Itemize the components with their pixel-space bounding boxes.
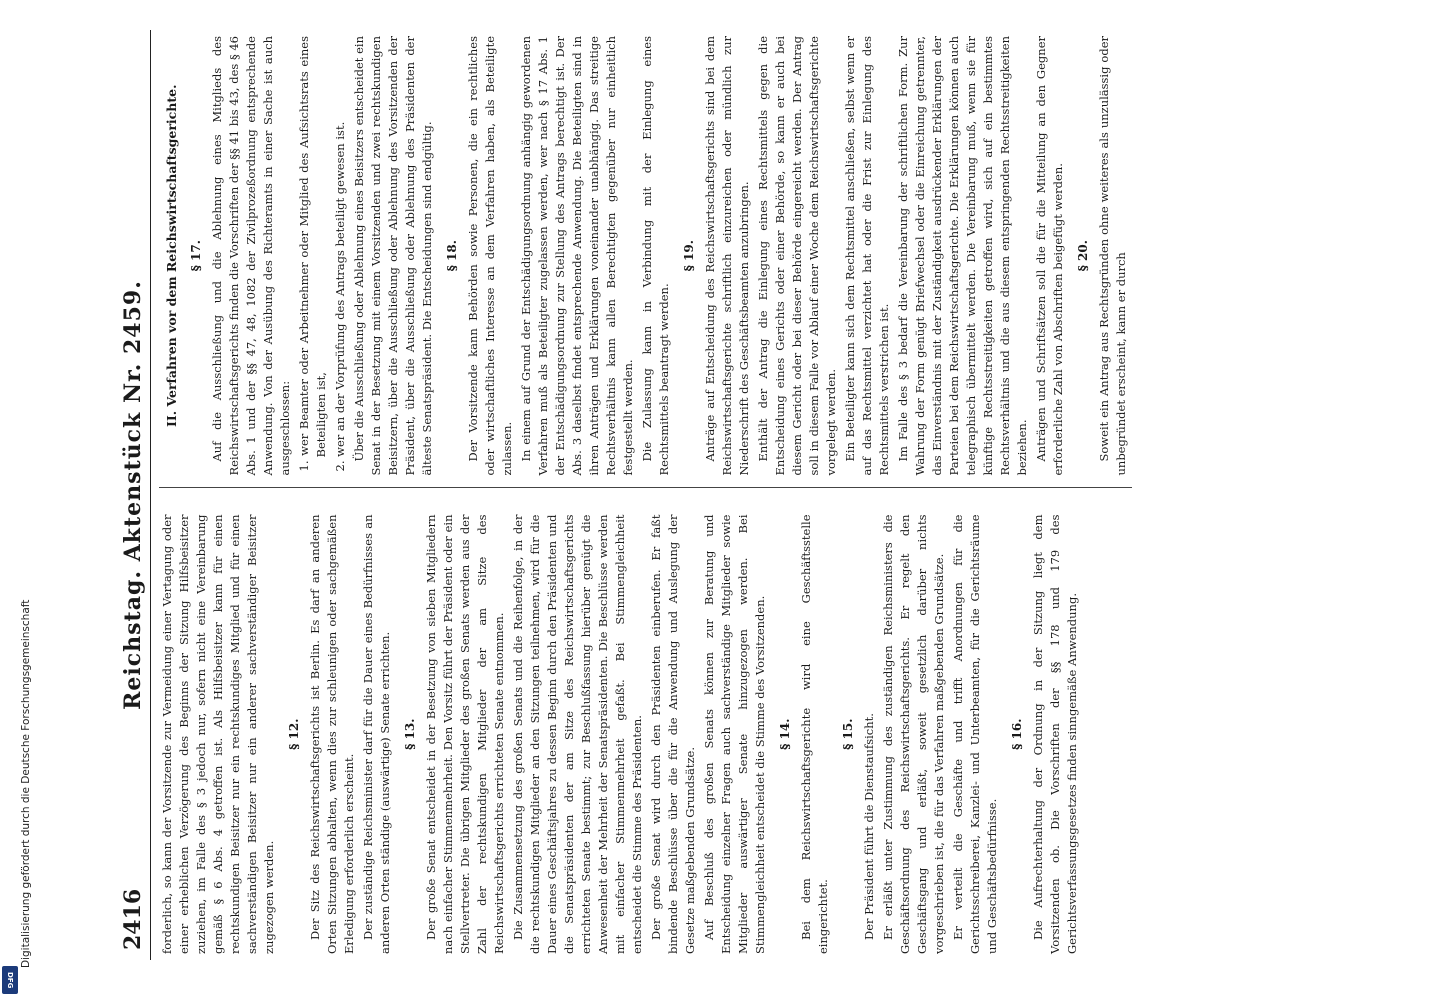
paragraph: Im Falle des § 3 bedarf die Vereinbarung der schriftlichen Form. Zur Wahrung der Form genügt Briefwechsel oder die Einreichung getrennter, das Einverständnis mit der Zuständigkeit ausdrückender Erklärungen der Parteien bei dem Reichswirtschaftsgerichte. Die Erklärungen können auch telegraphisch übermittelt werden. Die Vereinbarung muß, wenn sie für künftige Rechtsstreitigkeiten getroffen wird, sich auf ein bestimmtes Rechtsverhältnis und die aus diesem entspringenden Rechtsstreitigkeiten beziehen. xyxy=(896,36,1029,476)
digitization-credit: Digitalisierung gefördert durch die Deutsche Forschungsgemeinschaft xyxy=(20,599,32,968)
paragraph: In einem auf Grund der Entschädigungsordnung anhängig gewordenen Verfahren muß als Beteiligter zugelassen werden, wer nach § 17 Abs. 1 der Entschädigungsordnung zur Stellung des Antrags berechtigt ist. Der Abs. 3 daselbst findet entsprechende Anwendung. Die Beteiligten sind in ihren Anträgen und Erklärungen voneinander unabhängig. Das streitige Rechtsverhältnis kann allen Berechtigten gegenüber nur einheitlich festgestellt werden. xyxy=(519,36,635,476)
paragraph: Er verteilt die Geschäfte und trifft Anordnungen für die Gerichtsschreiberei, Kanzlei- und Unterbeamten, für die Gerichtsräume und Geschäftsbedürfnisse. xyxy=(951,514,999,954)
paragraph: Anträge auf Entscheidung des Reichswirtschaftsgerichts sind bei dem Reichswirtschaftsgerichte schriftlich einzureichen oder mündlich zur Niederschrift des Geschäftsbeamten anzubringen. xyxy=(703,36,751,476)
page-header xyxy=(90,30,151,960)
section-heading: § 19. xyxy=(682,240,696,272)
paragraph: Der große Senat wird durch den Präsidenten einberufen. Er faßt bindende Beschlüsse über die für die Anwendung und Auslegung der Gesetze maßgebenden Grundsätze. xyxy=(649,514,697,954)
section-heading: § 13. xyxy=(403,718,417,750)
section-heading: § 14. xyxy=(778,718,792,750)
paragraph: Er erläßt unter Zustimmung des zuständigen Reichsministers die Geschäftsordnung des Reichswirtschaftsgerichts. Er regelt den Geschäftsgang und erläßt, soweit gesetzlich darüber nichts vorgeschrieben ist, die für das Verfahren maßgebenden Grundsätze. xyxy=(881,514,946,954)
right-column xyxy=(159,36,1132,489)
list-item: 2. wer an der Vorprüfung des Antrags beteiligt gewesen ist. xyxy=(333,121,347,472)
paragraph: Der zuständige Reichsminister darf für die Dauer eines Bedürfnisses an anderen Orten ständige (auswärtige) Senate errichten. xyxy=(361,514,392,954)
dfg-logo-icon: DFG xyxy=(2,966,18,994)
paragraph: Anträgen und Schriftsätzen soll die für die Mitteilung an den Gegner erforderliche Zahl von Abschriften beigefügt werden. xyxy=(1034,36,1065,476)
paragraph: Enthält der Antrag die Einlegung eines Rechtsmittels gegen die Entscheidung eines Gerichts oder einer Behörde, so kann er auch bei diesem Gericht oder bei dieser Behörde eingereicht werden. Der Antrag soll in diesem Falle vor Ablauf einer Woche dem Reichswirtschaftsgerichte vorgelegt werden. xyxy=(756,36,838,476)
paragraph: Der Vorsitzende kann Behörden sowie Personen, die ein rechtliches oder wirtschaftliches Interesse an dem Verfahren haben, als Beteiligte zulassen. xyxy=(466,36,514,476)
paragraph: Auf Beschluß des großen Senats können zur Beratung und Entscheidung einzelner Fragen auch sachverständige Mitglieder sowie Mitglieder auswärtiger Senate hinzugezogen werden. Bei Stimmengleichheit entscheidet die Stimme des Vorsitzenden. xyxy=(702,514,767,954)
paragraph: Ein Beteiligter kann sich dem Rechtsmittel anschließen, selbst wenn er auf das Rechtsmittel verzichtet hat oder die Frist zur Einlegung des Rechtsmittels verstrichen ist. xyxy=(843,36,891,476)
section-heading: § 15. xyxy=(841,718,855,750)
section-heading: § 12. xyxy=(287,718,301,750)
section-heading: § 18. xyxy=(445,240,459,272)
part-heading: II. Verfahren vor dem Reichswirtschaftsgerichte. xyxy=(164,84,179,427)
paragraph: Die Aufrechterhaltung der Ordnung in der Sitzung liegt dem Vorsitzenden ob. Die Vorschriften der §§ 178 und 179 des Gerichtsverfassungsgesetzes finden sinngemäße Anwendung. xyxy=(1031,514,1079,954)
list-item: 1. wer Beamter oder Arbeitnehmer oder Mitglied des Aufsichtsrats eines Beteiligten ist, xyxy=(297,36,328,472)
paragraph: Über die Ausschließung oder Ablehnung eines Beisitzers entscheidet ein Senat in der Besetzung mit einem Vorsitzenden und zwei rechtskundigen Beisitzern, über die Ausschließung oder Ablehnung des Vorsitzenden der Präsident, über die Ausschließung oder Ablehnung des Präsidenten der älteste Senatspräsident. Die Entscheidungen sind endgültig. xyxy=(352,36,434,476)
paragraph: Auf die Ausschließung und die Ablehnung eines Mitglieds des Reichswirtschaftsgerichts finden die Vorschriften der §§ 41 bis 43, des § 46 Abs. 1 und der §§ 47, 48, 1082 der Zivilprozeßordnung entsprechende Anwendung. Von der Ausübung des Richteramts in einer Sache ist auch ausgeschlossen: xyxy=(210,36,292,476)
sheet-content xyxy=(90,0,1410,1000)
left-column xyxy=(159,515,1132,955)
page-number: 2416 xyxy=(120,888,146,950)
paragraph: Der Sitz des Reichswirtschaftsgerichts ist Berlin. Es darf an anderen Orten Sitzungen abhalten, wenn dies zur schleunigen oder sachgemäßen Erledigung erforderlich erscheint. xyxy=(308,514,356,954)
paragraph: Der große Senat entscheidet in der Besetzung von sieben Mitgliedern nach einfacher Stimmenmehrheit. Den Vorsitz führt der Präsident oder ein Stellvertreter. Die übrigen Mitglieder des großen Senats werden aus der Zahl der rechtskundigen Mitglieder der am Sitze des Reichswirtschaftsgerichts errichteten Senate entnommen. xyxy=(424,514,506,954)
paragraph: Die Zulassung kann in Verbindung mit der Einlegung eines Rechtsmittels beantragt werden. xyxy=(640,36,671,476)
paragraph: Bei dem Reichswirtschaftsgerichte wird eine Geschäftsstelle eingerichtet. xyxy=(799,514,830,954)
section-heading: § 16. xyxy=(1010,718,1024,750)
paragraph: Der Präsident führt die Dienstaufsicht. xyxy=(862,713,876,940)
section-heading: § 20. xyxy=(1076,240,1090,272)
text-columns xyxy=(151,30,1132,960)
section-heading: § 17. xyxy=(189,240,203,272)
intro-paragraph: forderlich, so kann der Vorsitzende zur Vermeidung einer Vertagung oder einer erheblichen Verzögerung des Beginns der Sitzung Hilfsbeisitzer zuziehen, im Falle des § 3 jedoch nur, sofern nicht eine Vereinbarung gemäß § 6 Abs. 4 getroffen ist. Als Hilfsbeisitzer kann für einen rechtskundigen Beisitzer nur ein rechtskundiges Mitglied und für einen sachverständigen Beisitzer nur ein anderer sachverständiger Beisitzer zugezogen werden. xyxy=(160,514,276,954)
paragraph: Soweit ein Antrag aus Rechtsgründen ohne weiteres als unzulässig oder unbegründet erscheint, kann er durch xyxy=(1097,36,1128,476)
paragraph: Die Zusammensetzung des großen Senats und die Reihenfolge, in der die rechtskundigen Mitglieder an den Sitzungen teilnehmen, wird für die Dauer eines Geschäftsjahres zu dessen Beginn durch den Präsidenten und die Senatspräsidenten der am Sitze des Reichswirtschaftsgerichts errichteten Senate bestimmt; zur Beschlußfassung hierüber genügt die Anwesenheit der Mehrheit der Senatspräsidenten. Die Beschlüsse werden mit einfacher Stimmenmehrheit gefaßt. Bei Stimmengleichheit entscheidet die Stimme des Präsidenten. xyxy=(511,514,644,954)
page-title: Reichstag. Aktenstück Nr. 2459. xyxy=(120,280,146,710)
rotated-sheet xyxy=(90,0,1410,1000)
